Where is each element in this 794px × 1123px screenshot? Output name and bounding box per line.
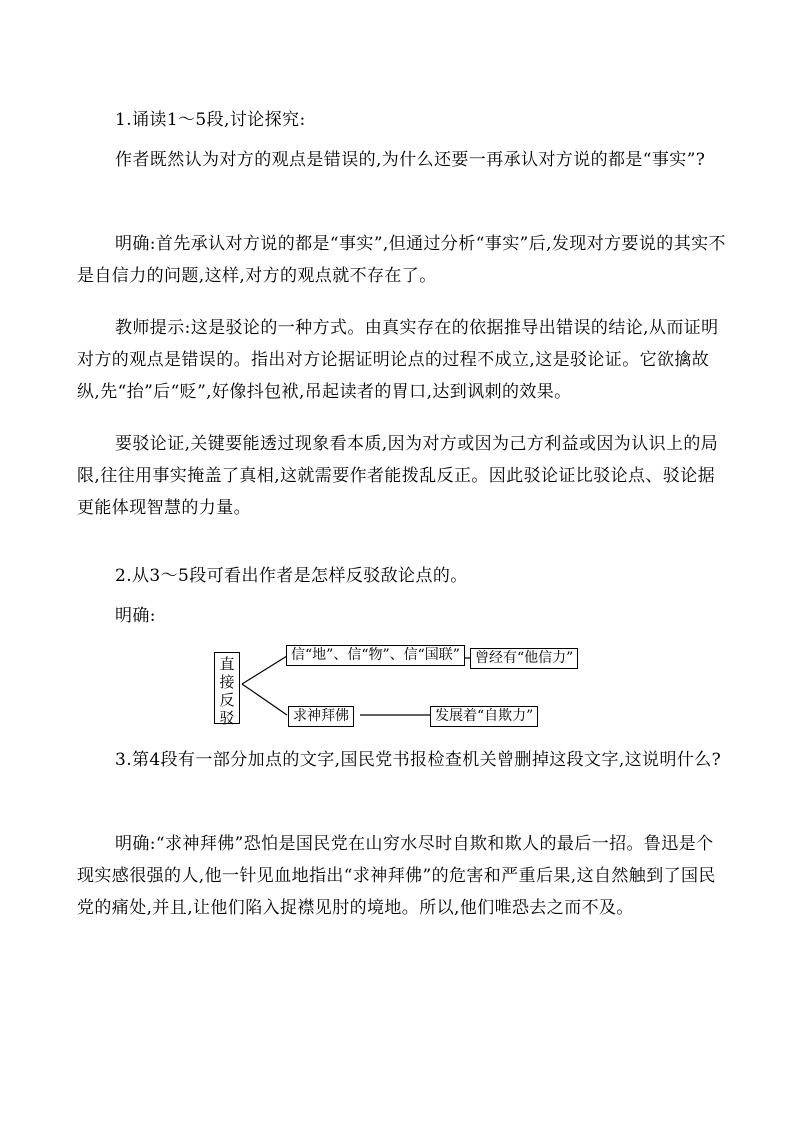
branch-bottom-box: 求神拜佛 (288, 706, 354, 727)
refutation-note: 要驳论证,关键要能透过现象看本质,因为对方或因为己方利益或因为认识上的局限,往往用事实掩盖了真相,这就需要作者能拨乱反正。因此驳论证比驳论点、驳论据更能体现智慧的力量。 (77, 434, 719, 518)
question-3-answer: 明确:“求神拜佛”恐怕是国民党在山穷水尽时自欺和欺人的最后一招。鲁迅是个现实感很强的人,他一针见血地指出“求神拜佛”的危害和严重后果,这自然触到了国民党的痛处,并且,让他们陷入捉襟见肘的境地。所以,他们唯恐去之而不及。 (77, 834, 716, 918)
result-top-box: 曾经有“他信力” (470, 648, 578, 669)
result-bottom-box: 发展着“自欺力” (430, 706, 538, 727)
connector-root-bottom (242, 684, 287, 715)
root-char-1: 直 (219, 655, 235, 673)
question-2-title: 2.从3～5段可看出作者是怎样反驳敌论点的。 (115, 566, 468, 586)
root-char-4: 驳 (219, 709, 235, 727)
question-2-answer-label: 明确: (115, 606, 156, 626)
root-char-2: 接 (219, 673, 235, 691)
teacher-tip: 教师提示:这是驳论的一种方式。由真实存在的依据推导出错误的结论,从而证明对方的观点是错误的。指出对方论据证明论点的过程不成立,这是驳论证。它欲擒故纵,先“抬”后“贬”,好像抖包袱,吊起读者的胃口,达到讽刺的效果。 (77, 318, 719, 402)
question-1-title: 1.诵读1～5段,讨论探究: (115, 110, 306, 130)
connector-root-top (242, 656, 287, 684)
direct-refute-box (214, 652, 240, 727)
question-1-text: 作者既然认为对方的观点是错误的,为什么还要一再承认对方说的都是“事实”? (115, 150, 706, 170)
question-1-answer: 明确:首先承认对方说的都是“事实”,但通过分析“事实”后,发现对方要说的其实不是自信力的问题,这样,对方的观点就不存在了。 (77, 234, 726, 286)
root-char-3: 反 (219, 691, 235, 709)
refutation-diagram (200, 640, 600, 730)
question-3-title: 3.第4段有一部分加点的文字,国民党书报检查机关曾删掉这段文字,这说明什么? (115, 750, 722, 770)
branch-top-box: 信“地”、信“物”、信“国联” (286, 645, 465, 666)
